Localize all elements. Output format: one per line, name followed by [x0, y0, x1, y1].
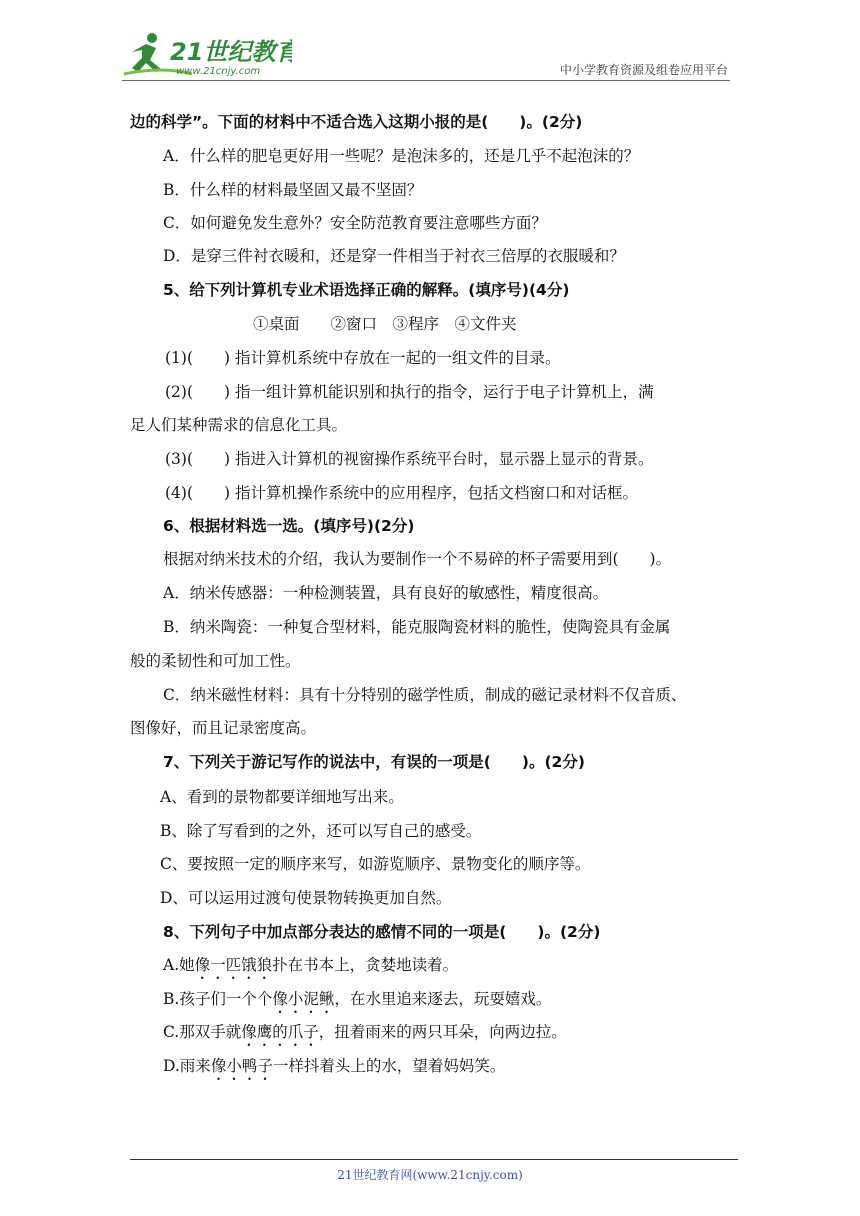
q5-item-1: (1)( ) 指计算机系统中存放在一起的一组文件的目录。: [165, 349, 561, 367]
q8-a-prefix: A.她: [163, 956, 195, 974]
q8-option-b: [163, 988, 551, 1017]
q8-option-d: [163, 1055, 505, 1084]
q8-d-dotted: 像小鸭子: [210, 1057, 273, 1075]
q7-option-b: B、除了写看到的之外，还可以写自己的感受。: [160, 822, 482, 840]
q8-b-prefix: B.孩子们一个个: [163, 990, 273, 1008]
q7-title: 7、下列关于游记写作的说法中，有误的一项是( )。(2分): [163, 753, 585, 771]
q4-option-c: C．如何避免发生意外？安全防范教育要注意哪些方面？: [163, 214, 547, 232]
runner-logo-icon: [122, 30, 292, 80]
q8-b-dotted: 像小泥鳅: [272, 990, 335, 1008]
q8-c-dotted: 像鹰的爪子: [241, 1023, 319, 1041]
q6-stem: 根据对纳米技术的介绍，我认为要制作一个不易碎的杯子需要用到( )。: [163, 550, 672, 568]
q8-d-suffix: 一样抖着头上的水，望着妈妈笑。: [272, 1057, 506, 1075]
q7-option-a: A、看到的景物都要详细地写出来。: [160, 788, 404, 806]
q6-option-b2: 般的柔韧性和可加工性。: [130, 652, 301, 670]
q8-option-a: [163, 954, 458, 983]
q8-b-suffix: ，在水里追来逐去，玩耍嬉戏。: [334, 990, 552, 1008]
svg-text:www.21cnjy.com: www.21cnjy.com: [176, 66, 261, 77]
q6-option-c1: C．纳米磁性材料：具有十分特别的磁学性质，制成的磁记录材料不仅音质、: [163, 686, 687, 704]
q8-d-prefix: D.雨来: [163, 1057, 211, 1075]
svg-text:21世纪教育: 21世纪教育: [170, 38, 292, 66]
q5-title: 5、给下列计算机专业术语选择正确的解释。(填序号)(4分): [163, 281, 570, 299]
header-divider: [122, 80, 730, 81]
q6-option-a: A．纳米传感器：一种检测装置，具有良好的敏感性，精度很高。: [163, 584, 609, 602]
footer-divider: [130, 1159, 738, 1160]
q7-option-d: D、可以运用过渡句使景物转换更加自然。: [160, 889, 452, 907]
footer-text: 21世纪教育网(www.21cnjy.com): [337, 1168, 523, 1182]
q8-a-suffix: 扑在书本上，贪婪地读着。: [272, 956, 459, 974]
q8-a-dotted: 像一匹饿狼: [194, 956, 273, 974]
q7-option-c: C、要按照一定的顺序来写，如游览顺序、景物变化的顺序等。: [160, 855, 591, 873]
q5-item-2a: (2)( ) 指一组计算机能识别和执行的指令，运行于电子计算机上，满: [165, 383, 654, 401]
site-logo: [122, 30, 292, 80]
q6-option-c2: 图像好，而且记录密度高。: [130, 719, 317, 737]
q8-option-c: [163, 1021, 567, 1050]
q4-option-b: B．什么样的材料最坚固又最不坚固？: [163, 181, 423, 199]
platform-title: 中小学教育资源及组卷应用平台: [559, 63, 728, 77]
page-header: [0, 0, 860, 90]
q4-option-d: D．是穿三件衬衣暖和，还是穿一件相当于衬衣三倍厚的衣服暖和？: [163, 247, 625, 265]
q4-tail: 边的科学”。下面的材料中不适合选入这期小报的是( )。(2分): [130, 113, 583, 131]
q8-c-prefix: C.那双手就: [163, 1023, 242, 1041]
q4-option-a: A．什么样的肥皂更好用一些呢？是泡沫多的，还是几乎不起泡沫的？: [163, 147, 640, 165]
q5-item-3: (3)( ) 指进入计算机的视窗操作系统平台时，显示器上显示的背景。: [165, 450, 654, 468]
q6-option-b1: B．纳米陶瓷：一种复合型材料，能克服陶瓷材料的脆性，使陶瓷具有金属: [163, 618, 671, 636]
q5-item-2b: 足人们某种需求的信息化工具。: [130, 416, 348, 434]
q8-title: 8、下列句子中加点部分表达的感情不同的一项是( )。(2分): [163, 923, 601, 941]
q6-title: 6、根据材料选一选。(填序号)(2分): [163, 517, 415, 535]
q5-options: ①桌面 ②窗口 ③程序 ④文件夹: [253, 315, 517, 333]
q5-item-4: (4)( ) 指计算机操作系统中的应用程序，包括文档窗口和对话框。: [165, 484, 638, 502]
q8-c-suffix: ，扭着雨来的两只耳朵，向两边拉。: [318, 1023, 567, 1041]
